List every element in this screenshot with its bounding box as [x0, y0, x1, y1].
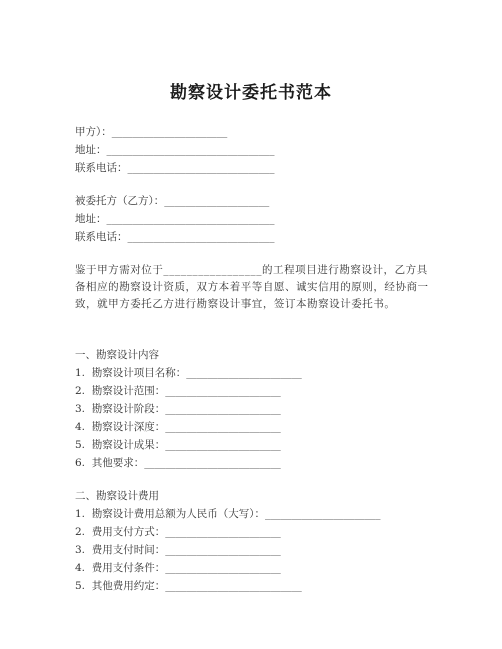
- section2-item: 5. 其他费用约定：__________________________: [75, 580, 302, 592]
- section2-item: 3. 费用支付时间：______________________: [75, 544, 281, 556]
- contractor-party-line: 被委托方（乙方）：____________________: [75, 195, 270, 207]
- section1-heading: 一、勘察设计内容: [75, 349, 159, 361]
- contractor-address-line: 地址：________________________________: [75, 213, 275, 225]
- client-address-line: 地址：________________________________: [75, 144, 275, 156]
- section2-item: 1. 勘察设计费用总额为人民币（大写）：______________________: [75, 508, 381, 520]
- section1-item: 4. 勘察设计深度：______________________: [75, 421, 281, 433]
- client-phone-line: 联系电话：____________________________: [75, 162, 275, 174]
- contractor-phone-line: 联系电话：____________________________: [75, 231, 275, 243]
- client-party-line: 甲方）：______________________: [75, 126, 228, 138]
- section1-item: 2. 勘察设计范围：______________________: [75, 385, 281, 397]
- section1-item: 1. 勘察设计项目名称：______________________: [75, 367, 302, 379]
- section2-item: 2. 费用支付方式：______________________: [75, 526, 281, 538]
- document-title: 勘察设计委托书范本: [170, 83, 332, 103]
- section1-item: 3. 勘察设计阶段：______________________: [75, 403, 281, 415]
- section1-item: 6. 其他要求：__________________________: [75, 457, 281, 469]
- section2-heading: 二、勘察设计费用: [75, 490, 159, 502]
- section1-item: 5. 勘察设计成果：______________________: [75, 439, 281, 451]
- section2-item: 4. 费用支付条件：______________________: [75, 562, 281, 574]
- intro-paragraph: 鉴于甲方需对位于_________________的工程项目进行勘察设计，乙方具备相应的勘察设计资质，双方本着平等自愿、诚实信用的原则，经协商一致，就甲方委托乙方进行勘察设计事宜，签订本勘察设计委托书。: [75, 264, 429, 310]
